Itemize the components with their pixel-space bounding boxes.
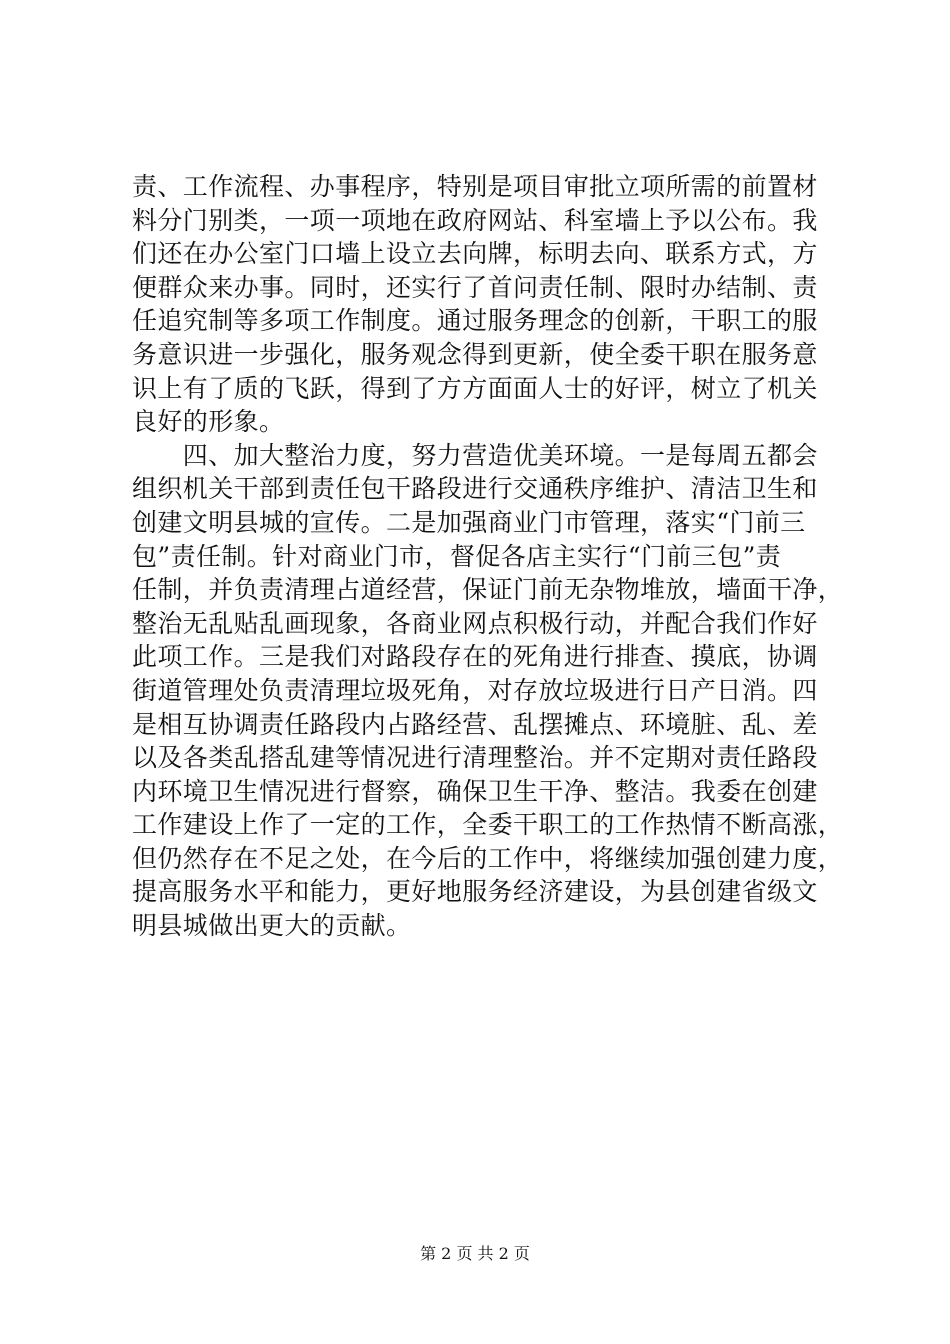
text-line: 务意识进一步强化，服务观念得到更新，使全委干职在服务意: [132, 339, 818, 369]
text-line: 责、工作流程、办事程序，特别是项目审批立项所需的前置材: [132, 172, 818, 201]
text-line: 便群众来办事。同时，还实行了首问责任制、限时办结制、责: [132, 272, 818, 302]
text-line: 料分门别类，一项一项地在政府网站、科室墙上予以公布。我: [132, 205, 818, 235]
text-line: 创建文明县城的宣传。二是加强商业门市管理，落实“门前三: [132, 507, 806, 537]
text-line: 此项工作。三是我们对路段存在的死角进行排查、摸底，协调: [132, 642, 818, 672]
text-line: 良好的形象。: [132, 407, 285, 437]
text-line: 以及各类乱搭乱建等情况进行清理整治。并不定期对责任路段: [132, 743, 818, 773]
text-line: 提高服务水平和能力，更好地服务经济建设，为县创建省级文: [132, 877, 818, 907]
text-line: 街道管理处负责清理垃圾死角，对存放垃圾进行日产日消。四: [132, 675, 818, 705]
text-line: 任制，并负责清理占道经营，保证门前无杂物堆放，墙面干净，: [132, 575, 844, 605]
page-footer: [0, 1244, 950, 1264]
text-line: 四、加大整治力度，努力营造优美环境。一是每周五都会: [132, 440, 818, 470]
text-line: 们还在办公室门口墙上设立去向牌，标明去向、联系方式，方: [132, 239, 818, 269]
page-number-label: 第 2 页 共 2 页: [420, 1244, 530, 1263]
text-line: 工作建设上作了一定的工作，全委干职工的工作热情不断高涨，: [132, 810, 844, 840]
text-line: 明县城做出更大的贡献。: [132, 911, 412, 941]
text-line: 组织机关干部到责任包干路段进行交通秩序维护、清洁卫生和: [132, 474, 818, 504]
text-line: 整治无乱贴乱画现象，各商业网点积极行动，并配合我们作好: [132, 608, 818, 638]
text-line: 是相互协调责任路段内占路经营、乱摆摊点、环境脏、乱、差: [132, 709, 818, 739]
text-line: 识上有了质的飞跃，得到了方方面面人士的好评，树立了机关: [132, 373, 818, 403]
text-line: 但仍然存在不足之处，在今后的工作中，将继续加强创建力度，: [132, 843, 844, 873]
text-line: 包”责任制。针对商业门市，督促各店主实行“门前三包”责: [132, 541, 782, 571]
text-line: 内环境卫生情况进行督察，确保卫生干净、整洁。我委在创建: [132, 776, 818, 806]
text-line: 任追究制等多项工作制度。通过服务理念的创新，干职工的服: [132, 306, 818, 336]
body-text: [132, 170, 844, 943]
